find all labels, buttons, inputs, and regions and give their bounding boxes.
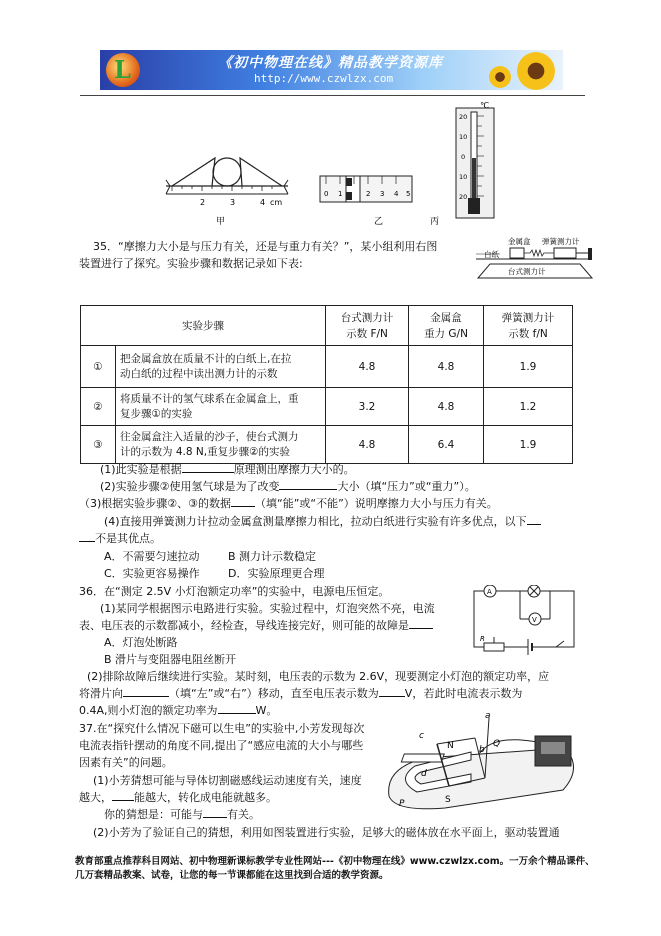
answer-blank[interactable] [379,686,405,697]
footer-line2: 几万套精品教案、试卷，让您的每一节课都能在这里找到合适的教学资源。 [75,870,389,881]
table-header-F [326,306,409,346]
rheostat-label: R [480,635,485,643]
header-divider [80,95,585,96]
q35-table-wrap [80,305,573,464]
thermo-tick-20-bottom: 20 [459,193,468,201]
answer-blank[interactable] [123,686,169,697]
figure-yi [318,172,418,230]
table-row [81,426,573,464]
q36-p1-line2 [79,618,433,634]
q37-p1-d: 你的猜想是：可能与 [104,808,203,821]
ammeter-label: A [487,588,492,596]
circuit-diagram [470,585,578,657]
q37-stem-line2: 电流表指针摆动的角度不同,提出了“感应电流的大小与哪些 [79,739,364,752]
q36-p2-e: 0.4A,则小灯泡的额定功率为 [79,704,218,717]
row-step-line1: 把金属盒放在质量不计的白纸上,在拉 [120,352,292,365]
answer-blank[interactable] [218,703,256,714]
label-d: d [421,769,427,779]
answer-blank[interactable] [527,514,541,525]
logo-mark: L [114,55,131,84]
table-header-G [409,306,484,346]
q36-option-b[interactable]: B 滑片与变阻器电阻丝断开 [104,653,237,666]
banner-url[interactable]: http://www.czwlzx.com [254,72,394,85]
q35-option-d[interactable]: D．实验原理更合理 [228,567,325,580]
q35-p1-b: 原理测出摩擦力大小的。 [233,463,355,476]
fig1-label: 甲 [216,217,226,227]
answer-blank[interactable] [279,479,337,490]
row-G: 6.4 [409,426,484,464]
fig1-unit: cm [270,198,283,207]
q35-part2 [100,479,476,495]
thermo-tick-0: 0 [461,153,466,161]
fig2-tick-1: 1 [338,190,343,198]
q36-p2-line1: (2)排除故障后继续进行实验。某时刻，电压表的示数为 2.6V，现要测定小灯泡的额定功率，应 [87,670,550,683]
row-step-line2: 动白纸的过程中读出测力计的示数 [120,367,278,380]
answer-blank[interactable] [79,531,95,542]
friction-apparatus-diagram [470,234,595,290]
q35-p1-a: (1)此实验是根据 [100,463,182,476]
figure-jia [160,150,295,230]
fig2-tick-2: 2 [366,190,371,198]
page-footer [75,855,595,883]
q36-p2-line3 [79,703,277,719]
answer-blank[interactable] [203,807,227,818]
answer-blank[interactable] [231,496,255,507]
row-G: 4.8 [409,388,484,426]
q37-p1-line3 [104,807,260,823]
q35-p3-a: （3)根据实验步骤②、③的数据 [79,497,232,510]
fig2-tick-4: 4 [394,190,399,198]
label-P: P [399,799,405,809]
table-row [81,388,573,426]
q36-p2-d: V，若此时电流表示数为 [404,687,523,700]
fig2-tick-0: 0 [324,190,329,198]
q36-option-a[interactable]: A．灯泡处断路 [104,636,178,649]
row-num: ③ [81,426,116,464]
row-step [116,388,326,426]
row-step-line2: 复步骤①的实验 [120,407,193,420]
q35-stem: 35．“摩擦力大小是与压力有关，还是与重力有关？”，某小组利用右图 [93,240,438,253]
q37-p1-c: 能越大，转化成电能就越多。 [134,791,277,804]
row-step [116,346,326,388]
row-F: 4.8 [326,346,409,388]
label-N: N [447,741,454,751]
q35-option-c[interactable]: C．实验更容易操作 [104,567,200,580]
table-header-F-line1: 台式测力计 [340,311,394,324]
q37-p1-e: 有关。 [227,808,260,821]
thermo-tick-10-top: 10 [459,133,468,141]
label-c: c [419,731,424,741]
voltmeter-label: V [532,616,537,624]
q35-stem-cont: 装置进行了探究。实验步骤和数据记录如下表: [79,257,303,270]
fig1-tick-3: 3 [230,198,236,207]
q37-p2-line1: (2)小芳为了验证自己的猜想，利用如图装置进行实验，足够大的磁体放在水平面上，驱动装置通 [93,826,560,839]
row-num: ① [81,346,116,388]
row-step-line1: 将质量不计的氢气球系在金属盒上，重 [120,392,299,405]
q37-stem-line1: 37.在“探究什么情况下磁可以生电”的实验中,小芳发现每次 [79,722,365,735]
row-G: 4.8 [409,346,484,388]
fig2-tick-5: 5 [406,190,411,198]
answer-blank[interactable] [112,790,134,801]
q36-p2-line2 [79,686,522,702]
apparatus-label-paper: 白纸 [484,250,499,259]
q36-p2-b: 将滑片向 [79,687,123,700]
label-S: S [445,795,451,805]
q35-part4 [104,514,541,530]
q37-stem-line3: 因素有关”的问题。 [79,756,173,769]
fig2-label: 乙 [374,217,384,227]
q36-stem: 36．在“测定 2.5V 小灯泡额定功率”的实验中，电源电压恒定。 [79,585,390,598]
q35-part4-cont [79,531,161,547]
q36-p1-line1: (1)某同学根据图示电路进行实验。实验过程中，灯泡突然不亮，电流 [100,602,435,615]
footer-line1: 教育部重点推荐科目网站、初中物理新课标教学专业性网站---《初中物理在线》www.czwlzx.com。一万余个精品课件、 [75,856,595,867]
apparatus-label-spring: 弹簧测力计 [542,237,580,246]
label-b: b [479,745,485,755]
q35-option-a[interactable]: A．不需要匀速拉动 [104,550,200,563]
q35-p4-a: (4)直接用弹簧测力计拉动金属盒测量摩擦力相比，拉动白纸进行实验有许多优点，以下 [104,515,527,528]
q35-p3-b: （填“能”或“不能”）说明摩擦力大小与压力有关。 [255,497,498,510]
thermo-unit: ℃ [480,101,489,110]
row-num: ② [81,388,116,426]
thermo-tick-10-bottom: 10 [459,173,468,181]
sunflower-small-icon [489,66,511,88]
q35-part1 [100,462,355,478]
row-step-line2: 计的示数为 4.8 N,重复步骤②的实验 [120,445,290,458]
figure-bing [430,100,500,228]
answer-blank[interactable] [409,618,433,629]
q35-p2-a: (2)实验步骤②使用氢气球是为了改变 [100,480,280,493]
q35-p4-b: 不是其优点。 [95,532,161,545]
sunflower-icon [517,52,555,90]
thermo-tick-20-top: 20 [459,113,468,121]
row-step [116,426,326,464]
table-header-steps: 实验步骤 [81,306,326,346]
table-header-f [484,306,573,346]
fig3-label: 丙 [430,217,440,227]
q37-p1-line1: (1)小芳猜想可能与导体切割磁感线运动速度有关，速度 [93,774,362,787]
q36-p1-b: 表、电压表的示数都减小，经检查，导线连接完好，则可能的故障是 [79,619,409,632]
q37-p1-line2 [79,790,277,806]
q35-part3 [79,496,498,512]
row-step-line1: 往金属盒注入适量的沙子，使台式测力 [120,430,299,443]
table-row [81,346,573,388]
magnet-apparatus-diagram [385,708,585,818]
fig1-tick-2: 2 [200,198,206,207]
header-banner [100,50,563,90]
q36-p2-f: W。 [255,704,278,717]
apparatus-label-box: 金属盒 [508,237,531,246]
table-header-G-line2: 重力 G/N [424,327,468,340]
q35-option-b[interactable]: B 测力计示数稳定 [228,550,317,563]
table-header-f-line2: 示数 f/N [508,327,548,340]
label-a: a [485,711,491,721]
fig2-tick-3: 3 [380,190,385,198]
table-header-F-line2: 示数 F/N [346,327,388,340]
table-header-f-line1: 弹簧测力计 [501,311,555,324]
label-Q: Q [493,739,501,749]
apparatus-label-scale: 台式测力计 [508,267,546,276]
row-F: 3.2 [326,388,409,426]
q37-p1-b: 越大， [79,791,112,804]
banner-title: 《初中物理在线》精品教学资源库 [218,55,443,71]
q36-p2-c: （填“左”或“右”）移动，直至电压表示数为 [169,687,379,700]
q35-p2-b: 大小（填“压力”或“重力”）。 [337,480,476,493]
table-header-G-line1: 金属盒 [430,311,462,324]
fig1-tick-4: 4 [260,198,266,207]
row-f: 1.2 [484,388,573,426]
row-f: 1.9 [484,426,573,464]
answer-blank[interactable] [182,462,234,473]
row-F: 4.8 [326,426,409,464]
row-f: 1.9 [484,346,573,388]
q35-data-table [80,305,573,464]
